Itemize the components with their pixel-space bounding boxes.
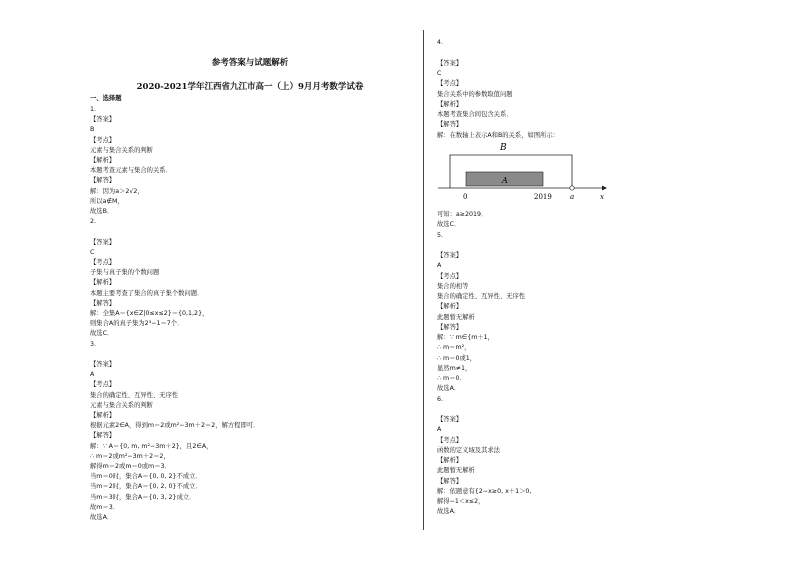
answer-line: 本题主要考查了集合的真子集个数问题． <box>90 289 204 297</box>
answer-line: 解：在数轴上表示A和B的关系，如图所示： <box>437 131 559 139</box>
answer-line: C <box>90 248 95 256</box>
answer-line: C <box>437 69 442 77</box>
answer-line: ∴ m＝2或m²−3m＋2＝2， <box>90 452 170 460</box>
answer-line: 故选A． <box>90 514 114 521</box>
answer-line: ∴ m＝0． <box>437 375 466 382</box>
answer-line: 4. <box>437 39 444 46</box>
answer-line: A <box>437 262 442 270</box>
answer-line: 【解答】 <box>90 299 116 307</box>
answer-line: 【解答】 <box>437 121 463 129</box>
answer-line: 【答案】 <box>437 59 463 67</box>
answer-line: A <box>90 371 95 379</box>
answer-line: 此题暂无解析 <box>437 313 475 321</box>
set-b-label: B <box>500 143 507 153</box>
answer-line: 【考点】 <box>437 80 463 88</box>
answer-line: 根据元素2∈A，得到m＝2或m²−3m＋2＝2，解方程即可． <box>90 422 260 430</box>
answer-line: 【解析】 <box>437 303 463 311</box>
answer-line: 【解析】 <box>90 279 116 287</box>
tick-label-0: 0 <box>463 193 468 201</box>
answer-line: 显然m≠1， <box>437 364 472 372</box>
answer-line: 元素与集合关系的判断 <box>90 146 153 154</box>
answer-line: 【答案】 <box>437 252 463 259</box>
set-a-label: A <box>502 176 508 185</box>
answer-line: 所以a∉M， <box>90 197 124 205</box>
answer-line: 【解析】 <box>437 457 463 464</box>
axis-arrow-icon <box>602 186 607 191</box>
answer-line: 【答案】 <box>437 416 463 423</box>
answer-line: 1. <box>90 106 97 113</box>
number-line-figure <box>434 140 614 205</box>
answer-line: 【答案】 <box>90 116 116 124</box>
section-heading: 一、选择题 <box>90 95 122 102</box>
answer-line: 5. <box>437 231 444 239</box>
point-a-marker <box>570 186 574 190</box>
answer-line: 集合的相等 <box>437 282 469 290</box>
answer-line: 【考点】 <box>90 381 116 389</box>
answer-line: 3. <box>90 340 97 348</box>
answer-line: 【解答】 <box>90 177 116 185</box>
tick-label-2019: 2019 <box>534 193 552 201</box>
answer-line: 此题暂无解析 <box>437 467 475 475</box>
answer-line: ∴ m＝m²， <box>437 344 471 352</box>
answer-line: 解：∵ m∈{m＋1， <box>437 334 494 341</box>
answer-line: 解：∵ A＝{0, m, m²−3m＋2}，且2∈A， <box>90 442 213 450</box>
answer-line: 故选C． <box>437 221 461 229</box>
answer-line: 当m＝3时，集合A＝{0, 3, 2}成立． <box>90 493 196 501</box>
answer-line: 【答案】 <box>90 361 116 368</box>
answer-line: 【解答】 <box>90 432 116 440</box>
answer-line: 【考点】 <box>90 136 116 144</box>
answer-line: 6. <box>437 395 444 403</box>
tick-label-a: a <box>570 193 575 201</box>
answer-line: 故选A． <box>437 508 461 516</box>
answer-line: B <box>90 126 95 134</box>
answer-line: 函数的定义域及其求法 <box>437 446 500 454</box>
answer-line: 集合关系中的参数取值问题 <box>437 90 513 98</box>
answer-line: 【答案】 <box>90 238 116 246</box>
answer-line: 【考点】 <box>437 436 463 444</box>
page-title: 参考答案与试题解析 <box>211 58 289 68</box>
answer-line: 集合的确定性、互异性、无序性 <box>90 391 179 399</box>
answer-line: 子集与真子集的个数问题 <box>90 269 160 277</box>
answer-line: 可知：a≥2019． <box>437 211 488 218</box>
answer-line: 集合的确定性、互异性、无序性 <box>437 293 526 300</box>
answer-line: 解得m＝2或m＝0或m＝3． <box>90 463 171 470</box>
answer-line: 2. <box>90 218 97 226</box>
answer-line: 本题考查元素与集合的关系． <box>90 167 172 175</box>
answer-line: 则集合A的真子集为2³−1＝7个． <box>90 320 184 328</box>
answer-line: 当m＝0时，集合A＝{0, 0, 2}不成立． <box>90 473 202 481</box>
answer-line: 本题考查集合间包含关系． <box>437 111 513 119</box>
answer-line: 解：因为a＞2√2， <box>90 187 144 195</box>
answer-line: 故选B． <box>90 208 114 215</box>
exam-subtitle: 2020-2021学年江西省九江市高一（上）9月月考数学试卷 <box>136 82 364 92</box>
answer-line: 解：全集A＝{x∈Z|0≤x≤2}＝{0,1,2}， <box>90 310 209 317</box>
answer-line: 元素与集合关系的判断 <box>90 401 153 409</box>
answer-line: 【解答】 <box>437 477 463 485</box>
answer-line: 解：依题意有{2−x≥0, x＋1＞0, <box>437 487 532 495</box>
answer-line: A <box>437 426 442 434</box>
answer-line: 【解析】 <box>90 412 116 419</box>
answer-line: 故选A． <box>437 385 461 393</box>
answer-line: 【考点】 <box>90 259 116 266</box>
answer-line: ∴ m＝0或1， <box>437 354 477 362</box>
answer-line: 【解答】 <box>437 323 463 331</box>
column-divider <box>423 30 424 530</box>
answer-line: 【解析】 <box>437 100 463 108</box>
answer-line: 当m＝2时，集合A＝{0, 2, 0}不成立． <box>90 483 202 491</box>
answer-line: 【考点】 <box>437 272 463 280</box>
answer-line: 【解析】 <box>90 157 116 164</box>
answer-line: 故m＝3． <box>90 503 120 511</box>
axis-label-x: x <box>600 193 604 201</box>
answer-line: 解得−1＜x≤2， <box>437 498 485 505</box>
answer-line: 故选C． <box>90 330 114 338</box>
